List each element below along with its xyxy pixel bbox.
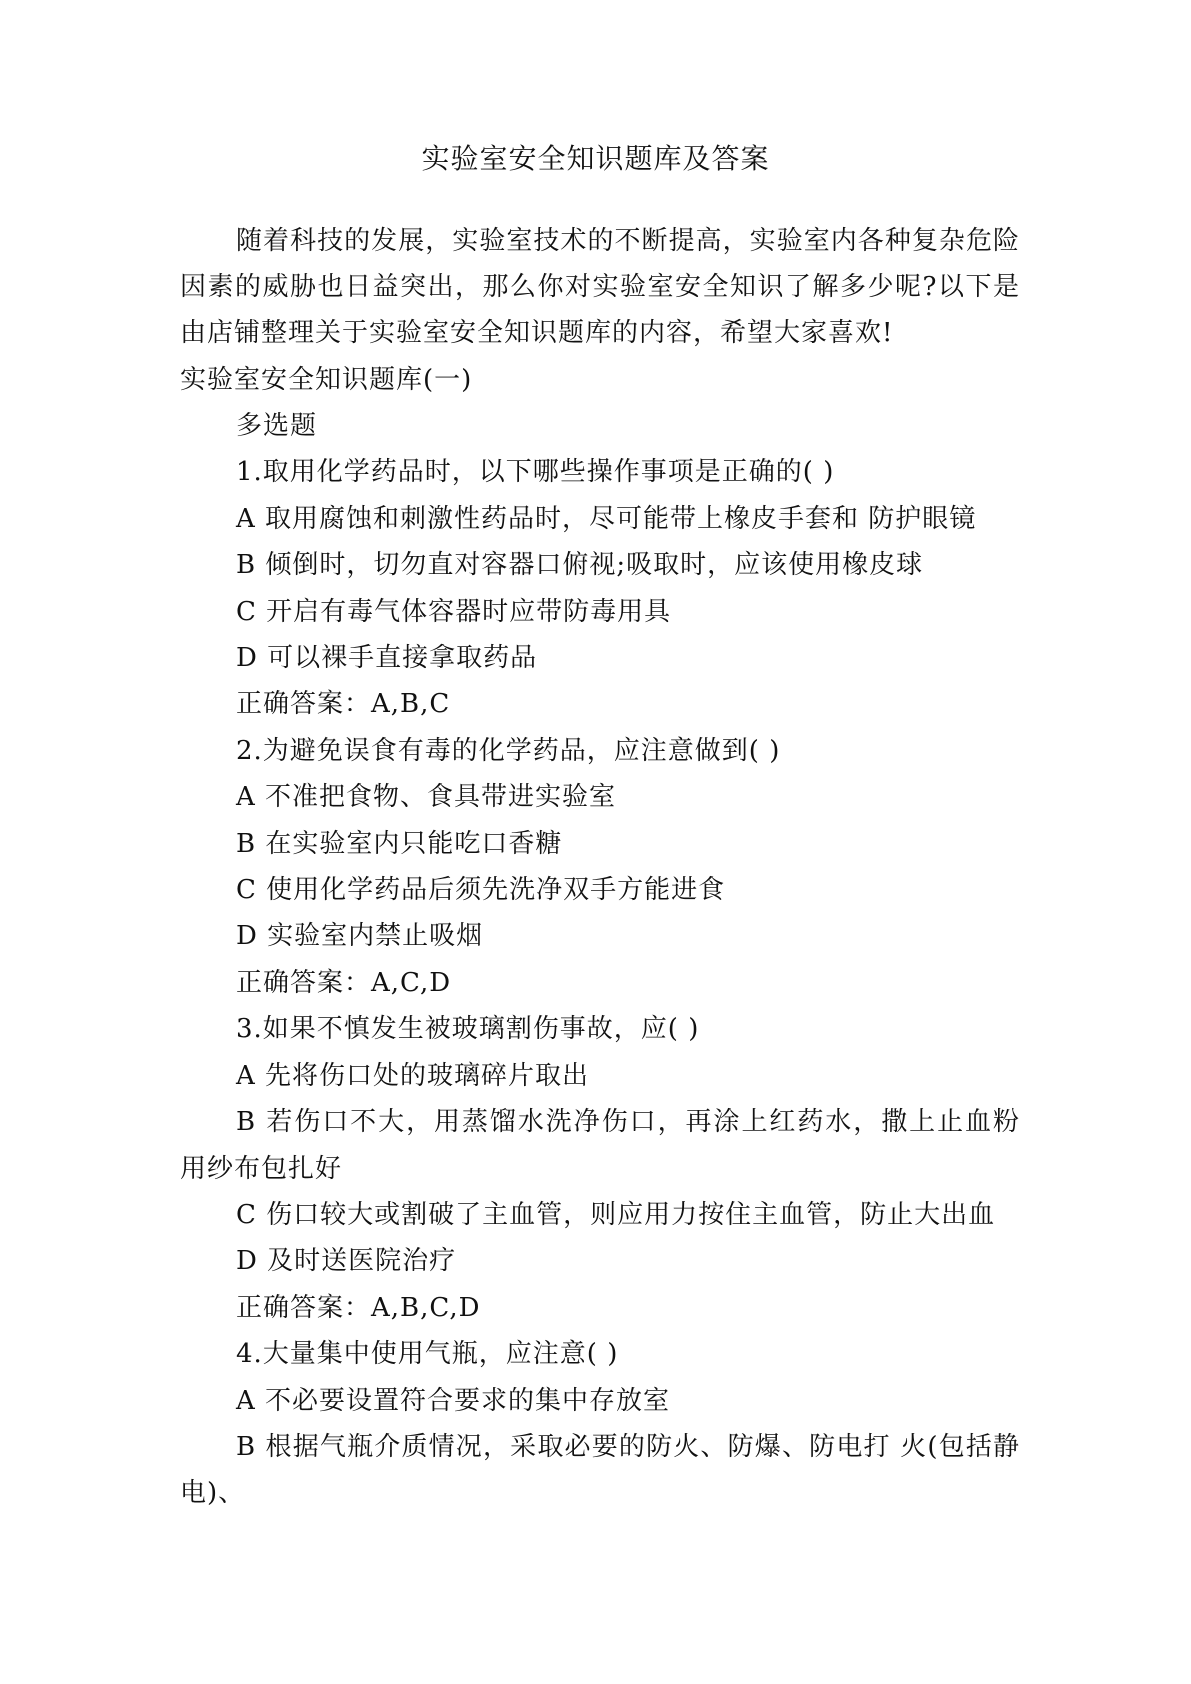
question-option: B 在实验室内只能吃口香糖 (236, 828, 563, 859)
question-option: C 开启有毒气体容器时应带防毒用具 (236, 596, 672, 627)
question-option: C 伤口较大或割破了主血管，则应用力按住主血管，防止大出血 (236, 1199, 996, 1230)
question-answer: 正确答案：A,B,C,D (236, 1292, 481, 1323)
question-option: C 使用化学药品后须先洗净双手方能进食 (236, 875, 726, 906)
question-option: D 及时送医院治疗 (236, 1246, 457, 1277)
question-option: A 不准把食物、食具带进实验室 (236, 782, 617, 813)
question-option: A 先将伤口处的玻璃碎片取出 (236, 1060, 590, 1091)
question-stem: 1.取用化学药品时，以下哪些操作事项是正确的( ) (236, 457, 835, 488)
question-type-label: 多选题 (236, 411, 318, 441)
question-option: B 倾倒时，切勿直对容器口俯视;吸取时，应该使用橡皮球 (236, 550, 924, 581)
question-option: B 根据气瓶介质情况，采取必要的防火、防爆、防电打 火(包括静电)、 (180, 1431, 1020, 1509)
question-stem: 3.如果不慎发生被玻璃割伤事故，应( ) (236, 1014, 700, 1045)
question-answer: 正确答案：A,B,C (236, 689, 451, 720)
question-stem: 4.大量集中使用气瓶，应注意( ) (236, 1339, 619, 1370)
question-option: A 取用腐蚀和刺激性药品时，尽可能带上橡皮手套和 防护眼镜 (236, 503, 977, 534)
question-option: B 若伤口不大，用蒸馏水洗净伤口，再涂上红药水，撒上止血粉用纱布包扎好 (180, 1107, 1020, 1184)
question-option: D 可以裸手直接拿取药品 (236, 643, 538, 674)
question-option: D 实验室内禁止吸烟 (236, 921, 484, 952)
section-heading: 实验室安全知识题库(一) (180, 365, 473, 395)
question-list (180, 403, 1020, 1517)
question-stem: 2.为避免误食有毒的化学药品，应注意做到( ) (236, 735, 781, 766)
question-answer: 正确答案：A,C,D (236, 967, 452, 998)
question-option: A 不必要设置符合要求的集中存放室 (236, 1385, 671, 1416)
intro-paragraph: 随着科技的发展，实验室技术的不断提高，实验室内各种复杂危险因素的威胁也日益突出，那么你对实验室安全知识了解多少呢?以下是由店铺整理关于实验室安全知识题库的内容，希望大家喜欢! (180, 226, 1020, 348)
document-title: 实验室安全知识题库及答案 (421, 142, 770, 175)
